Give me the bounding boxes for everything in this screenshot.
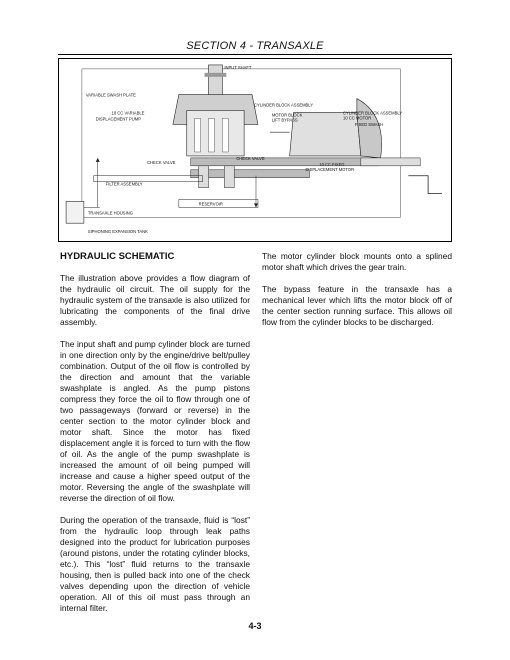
label-cylinder-block-assembly: CYLINDER BLOCK ASSEMBLY [254,102,314,108]
paragraph: The input shaft and pump cylinder block are turned in one direction only by the engine/drive belt/pulley combination. Output of the oil flow is controlled by the direction and amount that the variable swashplate is angled. As the pump pistons compress they force the oil to flow through one of two passageways (forward or reverse) in the center section to the motor cylinder block and motor shaft. Since the motor has fixed displacement angle it is forced to turn with the flow of oil. As the angle of the pump swashplate is increased the amount of oil being pumped will increase and cause a higher speed output of the motor. Reversing the angle of the swashplate will reverse the direction of oil flow. [60,339,250,503]
hydraulic-schematic-diagram [59,59,451,241]
label-input-shaft: INPUT SHAFT [224,64,252,70]
label-transaxle-housing: TRANSAXLE HOUSING [87,210,133,216]
check-valve-right [224,166,234,188]
label-expansion-tank: SIPHONING EXPANSION TANK [87,229,148,235]
label-variable-swash-plate: VARIABLE SWASH PLATE [85,92,136,98]
paragraph: The bypass feature in the transaxle has a mechanical lever which lifts the motor block off of the center section running surface. This allows oil flow from the cylinder blocks to be discharged. [262,284,452,327]
label-cyl-block-motor-line2: 10 CC MOTOR [343,115,372,121]
section-heading: HYDRAULIC SCHEMATIC [60,251,175,262]
flow-arrow-down-icon [254,203,258,207]
label-motor-block-line2: LIFT BYPASS [271,117,298,123]
header-rule [58,54,452,55]
pump-piston-2 [209,118,215,152]
paragraph: During the operation of the transaxle, fluid is “lost” from the hydraulic loop through leak paths designed into the product for lubrication purposes (around pistons, under the rotating cylinder blocks, etc.). This “lost” fluid returns to the transaxle housing, then is pulled back into one of the check valves depending upon the direction of vehicle operation. All of this oil must pass through an internal filter. [60,515,250,613]
paragraph: The motor cylinder block mounts onto a splined motor shaft which drives the gear train. [262,251,452,272]
right-column [262,251,452,339]
motor-shaft [361,158,420,166]
output-shaft [408,176,442,194]
page-number: 4-3 [248,621,262,631]
label-check-valve-1: CHECK VALVE [147,159,176,165]
left-column [60,251,250,625]
pump-piston-3 [222,118,228,152]
label-check-valve-2: CHECK VALVE [236,155,265,161]
pump-piston-1 [195,118,201,152]
label-pump-line1: 10 CC VARIABLE [111,110,145,116]
label-motor-block-line1: MOTOR BLOCK [271,112,303,118]
label-cyl-block-motor-line1: CYLINDER BLOCK ASSEMBLY [343,110,403,116]
expansion-tank-shape [66,201,84,223]
label-motor-line1: 10 CC FIXED [319,161,345,167]
label-motor-line2: DISPLACEMENT MOTOR [305,166,355,172]
section-title: SECTION 4 - TRANSAXLE [186,40,324,52]
hydraulic-schematic-figure [58,58,452,242]
label-filter-assembly: FILTER ASSEMBLY [105,181,143,187]
check-valve-left [199,166,209,188]
label-fixed-swash: FIXED SWASH [354,122,384,128]
label-reservoir: RESERVOIR [198,201,223,207]
flow-arrow-up-icon [96,158,100,162]
center-section-passage-upper [191,155,379,166]
label-pump-line2: DISPLACEMENT PUMP [95,116,141,122]
input-shaft-collar [205,73,227,77]
paragraph: The illustration above provides a flow diagram of the hydraulic oil circuit. The oil supply for the hydraulic system of the transaxle is also utilized for lubricating the components of the final drive assembly. [60,273,250,327]
